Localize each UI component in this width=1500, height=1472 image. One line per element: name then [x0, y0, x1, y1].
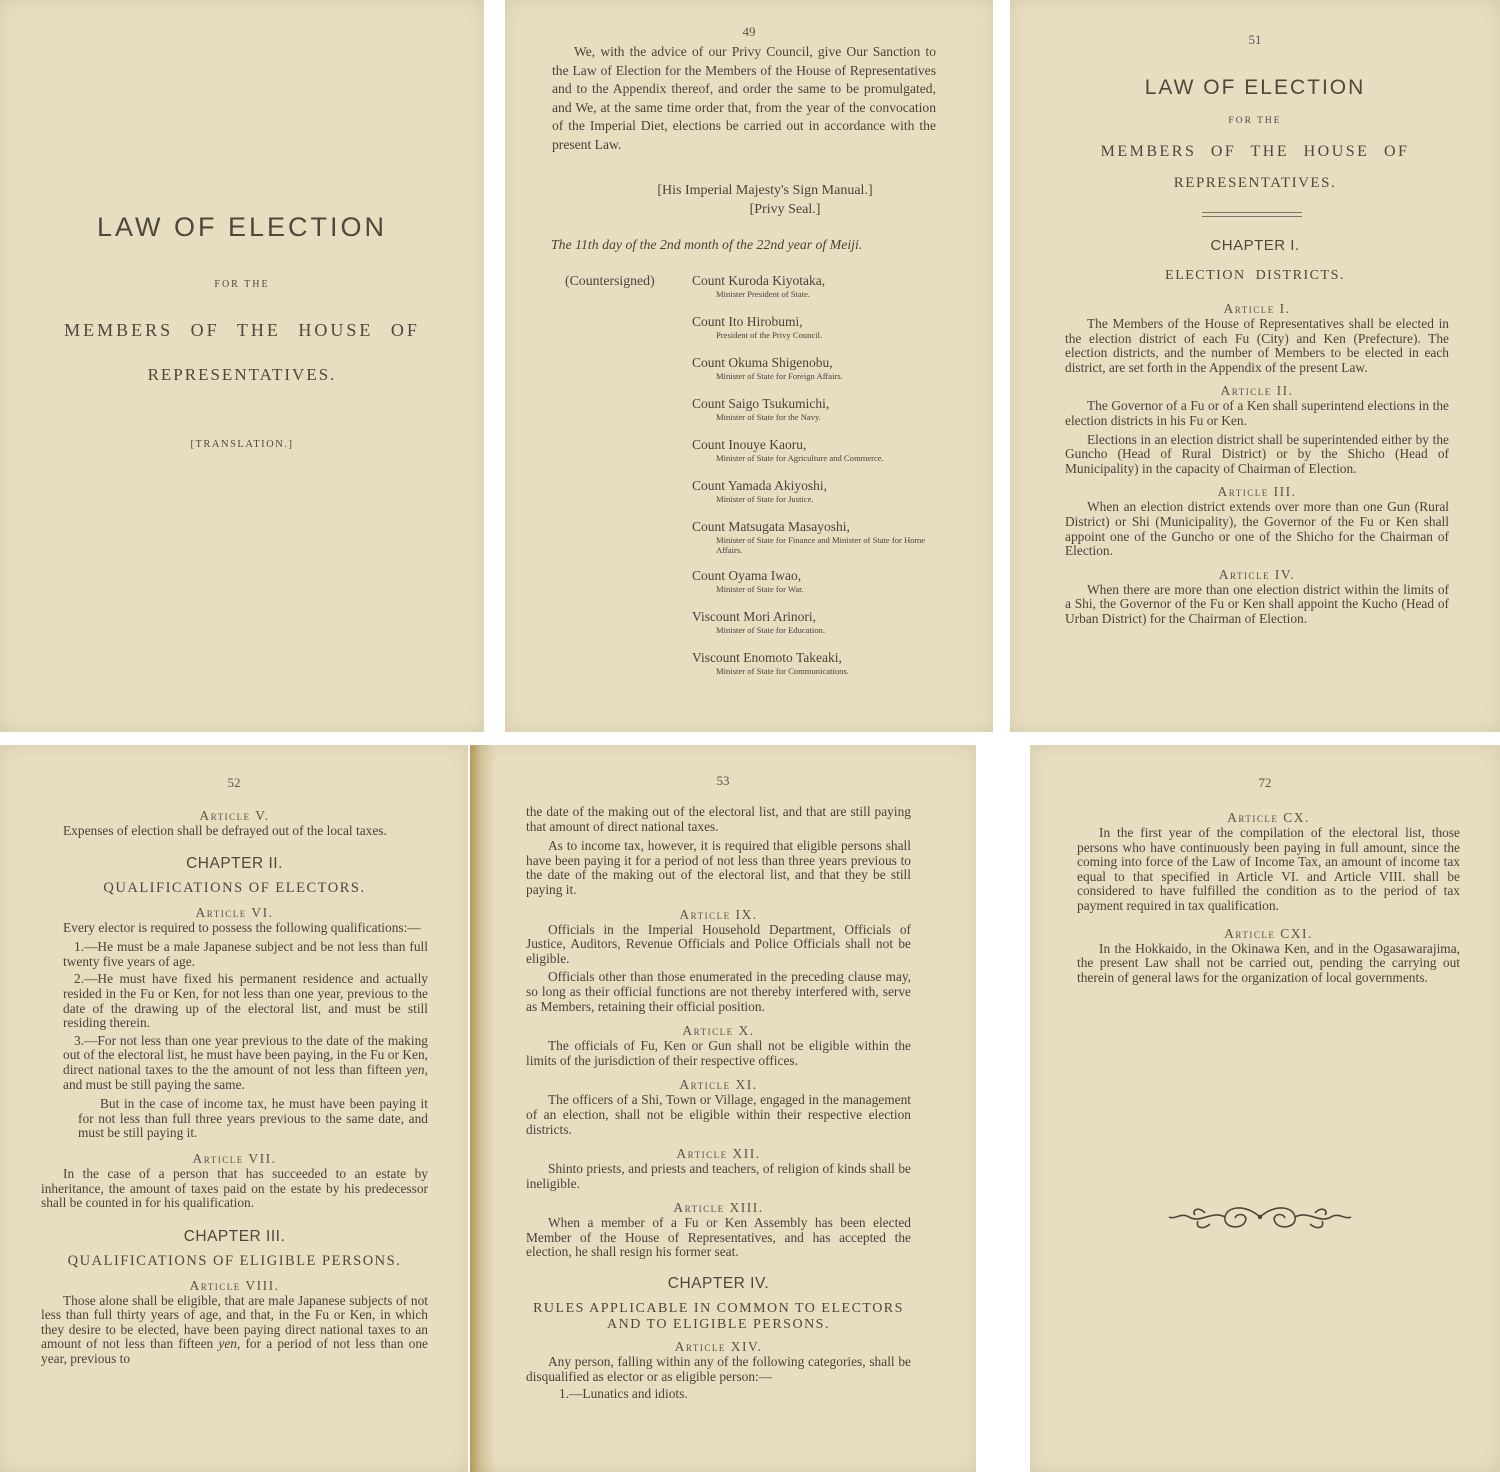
article-3-text: When an election district extends over more than one Gun (Rural District) or Shi (Municipality), the Governor of the Fu or Ken shall appoint one of the Guncho or one of the Shicho for the Chairman of Election. [1065, 499, 1449, 559]
article-111-text: In the Hokkaido, in the Okinawa Ken, and in the Ogasawarajima, the present Law shall not be carried out, pending the carrying out therein of general laws for the organization of local governments. [1077, 940, 1460, 985]
signatory-office: Minister of State for Education. [716, 625, 826, 635]
title-page-line2: MEMBERS OF THE HOUSE OF [64, 320, 420, 340]
signatory-office: Minister of State for Foreign Affairs. [716, 371, 843, 381]
article-12-text: Shinto priests, and priests and teachers, of religion of kinds shall be ineligible. [526, 1161, 911, 1191]
chapter-1-heading: CHAPTER I. [1210, 237, 1300, 254]
title-page-line3: REPRESENTATIVES. [147, 365, 337, 384]
title-page-translation: [TRANSLATION.] [190, 439, 294, 450]
article-2-text: The Governor of a Fu or of a Ken shall superintend elections in the election districts in his Fu or Ken. [1065, 398, 1449, 428]
article-2-heading: Article II. [1220, 383, 1294, 399]
signatory [692, 355, 942, 381]
privy-seal: [Privy Seal.] [749, 202, 821, 217]
article-11-text: The officers of a Shi, Town or Village, engaged in the management of an election, shall not be eligible within their respective election districts. [526, 1092, 911, 1137]
article-3-heading: Article III. [1217, 484, 1297, 500]
signatory-office: President of the Privy Council. [716, 330, 823, 340]
article-6-heading: Article VI. [195, 904, 274, 920]
article-13-text: When a member of a Fu or Ken Assembly has been elected Member of the House of Representatives, and has accepted the election, he shall resign his former seat. [526, 1215, 911, 1260]
signatory-name: Count Okuma Shigenobu, [692, 355, 833, 370]
page-53 [470, 745, 976, 1472]
yen-word: yen [406, 1061, 425, 1077]
article-1-heading: Article I. [1223, 301, 1291, 316]
signatory [692, 519, 942, 555]
title-rule [1202, 216, 1302, 217]
page-52-body [41, 808, 428, 1367]
article-5-text: Expenses of election shall be defrayed out of the local taxes. [63, 823, 387, 838]
signatory-office: Minister of State for the Navy. [716, 412, 821, 422]
article-4-text: When there are more than one election district within the limits of a Shi, the Governor of the Fu or Ken shall appoint the Kucho (Head of Urban District) for the Chairman of Election. [1065, 581, 1449, 626]
sign-manual: [His Imperial Majesty's Sign Manual.] [657, 183, 873, 198]
item-3-text: , and must be still paying the same. [63, 1061, 428, 1092]
date-line: The 11th day of the 2nd month of the 22nd year of Meiji. [551, 237, 863, 252]
page-51-line2: MEMBERS OF THE HOUSE OF [1100, 143, 1410, 160]
article-10-heading: Article X. [682, 1023, 755, 1039]
article-7-text: In the case of a person that has succeeded to an estate by inheritance, the amount of taxes paid on the estate by his predecessor shall be counted in for his qualification. [41, 1165, 428, 1211]
page-49 [505, 0, 993, 732]
signatory-office: Minister of State for Finance and Minister of State for Home Affairs. [716, 535, 926, 555]
signatory [692, 396, 942, 422]
chapter-2-title: QUALIFICATIONS OF ELECTORS. [103, 879, 366, 896]
page-51-line3: REPRESENTATIVES. [1173, 175, 1337, 191]
article-6-intro: Every elector is required to possess the following qualifications:— [63, 919, 421, 935]
countersigned-label: (Countersigned) [565, 273, 655, 288]
signatory-office: Minister of State for War. [716, 584, 804, 594]
page-52 [0, 745, 468, 1472]
signatory-name: Count Matsugata Masayoshi, [692, 519, 850, 534]
title-page [0, 0, 484, 732]
signatory-name: Count Ito Hirobumi, [692, 314, 803, 329]
page-51 [1010, 0, 1500, 732]
signatory-name: Count Kuroda Kiyotaka, [692, 273, 826, 288]
signatory-office: Minister of State for Justice. [716, 494, 814, 504]
article-1-text: The Members of the House of Representatives shall be elected in the election district of each Fu (City) and Ken (Prefecture). The election districts, and the number of Members to be elected in each district, are set forth in the Appendix of the present Law. [1065, 316, 1449, 375]
article-13-heading: Article XIII. [673, 1200, 764, 1216]
page-number: 72 [1258, 775, 1272, 790]
signatory [692, 650, 942, 676]
page-number: 49 [742, 24, 756, 39]
article-11-heading: Article XI. [679, 1077, 758, 1093]
article-110-text: In the first year of the compilation of the electoral list, those persons who have continuously been paying in full amount, since the coming into force of the Law of Income Tax, an amount of income tax equal to that specified in Article VI. and Article VIII. shall be considered to have fulfilled the condition as to the period of tax payment required in tax qualification. [1077, 825, 1460, 913]
article-2-text: Elections in an election district shall be superintended either by the Guncho (Head of Rural District) or by the Shicho (Head of Municipality) in the capacity of Chairman of Election. [1065, 431, 1449, 476]
page-72 [1030, 745, 1500, 1472]
signatory [692, 314, 942, 340]
signatory [692, 273, 942, 299]
article-8-heading: Article VIII. [189, 1277, 280, 1293]
title-page-for-the: FOR THE [214, 279, 270, 290]
page-number: 51 [1248, 32, 1262, 47]
title-rule [1202, 212, 1302, 213]
chapter-3-title: QUALIFICATIONS OF ELIGIBLE PERSONS. [67, 1252, 402, 1269]
page-51-body [1065, 301, 1449, 627]
signatory-office: Minister of State for Communications. [716, 666, 849, 676]
signatory-office: Minister President of State. [716, 289, 811, 299]
signatory-name: Viscount Enomoto Takeaki, [692, 650, 842, 665]
page-53-body [526, 805, 911, 1402]
article-14-item: 1.—Lunatics and idiots. [559, 1386, 688, 1402]
article-4-heading: Article IV. [1218, 566, 1296, 582]
signatory-name: Viscount Mori Arinori, [692, 609, 817, 624]
page-number: 53 [716, 773, 730, 788]
signatory [692, 437, 942, 463]
signatory [692, 568, 942, 594]
article-8-text [41, 1294, 428, 1367]
item-3-text: 3.—For not less than one year previous to the date of the making out of the electoral list, he must have been paying, in the Fu or Ken, direct national taxes to the the amount of not less than fifteen [63, 1032, 428, 1077]
article-111-heading: Article CXI. [1224, 925, 1313, 941]
continued-text: the date of the making out of the electoral list, and that are still paying that amount of direct national taxes. [526, 804, 911, 834]
article-8-text-b: , for a period of not less than one year, previous to [41, 1336, 428, 1367]
chapter-3-heading: CHAPTER III. [183, 1227, 286, 1245]
article-14-heading: Article XIV. [674, 1339, 763, 1355]
page-51-title: LAW OF ELECTION [1144, 76, 1366, 99]
chapter-2-heading: CHAPTER II. [186, 854, 283, 872]
page-51-for-the: FOR THE [1228, 116, 1282, 126]
chapter-4-title: RULES APPLICABLE IN COMMON TO ELECTORS [533, 1301, 904, 1317]
signatory-name: Count Yamada Akiyoshi, [692, 478, 828, 493]
preamble-paragraph: We, with the advice of our Privy Council, give Our Sanction to the Law of Election for the Members of the House of Representatives and to the Appendix thereof, and order the same to be promulgated, and We, at the same time order that, from the year of the convocation of the Imperial Diet, elections be carried out in accordance with the present Law. [552, 44, 936, 152]
article-110-heading: Article CX. [1227, 810, 1310, 825]
page-72-body [1077, 810, 1460, 985]
signatory [692, 609, 942, 635]
article-12-heading: Article XII. [676, 1146, 761, 1162]
article-9-text: Officials other than those enumerated in the preceding clause may, so long as their official functions are not thereby interfered with, serve as Members, retaining their official position. [526, 969, 911, 1014]
signatory-name: Count Saigo Tsukumichi, [692, 396, 830, 411]
article-9-text: Officials in the Imperial Household Department, Officials of Justice, Auditors, Revenue Officials and Police Officials shall not be eligible. [526, 921, 911, 966]
chapter-4-title: AND TO ELIGIBLE PERSONS. [607, 1317, 830, 1333]
chapter-4-heading: CHAPTER IV. [667, 1275, 770, 1293]
signatory-name: Count Oyama Iwao, [692, 568, 802, 583]
income-tax-clause: As to income tax, however, it is required that eligible persons shall have been paying it for a period of not less than three years previous to the date of the making out of the electoral list, and that they be still paying it. [526, 838, 911, 897]
signatory [692, 478, 942, 504]
article-7-heading: Article VII. [192, 1150, 277, 1166]
article-6-item [41, 1034, 428, 1092]
page-number: 52 [227, 775, 241, 790]
yen-word: yen [218, 1336, 237, 1352]
signatory-name: Count Inouye Kaoru, [692, 437, 807, 452]
ornament-flourish-icon [1165, 1200, 1355, 1234]
title-page-title: LAW OF ELECTION [96, 212, 388, 242]
article-6-item: 2.—He must have fixed his permanent residence and actually resided in the Fu or Ken, for not less than one year, previous to the date of the drawing up of the electoral list, and must be still residing therein. [63, 971, 428, 1031]
article-8-text-a: Those alone shall be eligible, that are male Japanese subjects of not less than full thirty years of age, and that, in the Fu or Ken, in which they desire to be elected, have been paying direct national taxes to an amount of not less than fifteen [41, 1292, 428, 1352]
article-14-text: Any person, falling within any of the following categories, shall be disqualified as elector or as eligible person:— [526, 1354, 911, 1384]
signatory-office: Minister of State for Agriculture and Commerce. [716, 453, 884, 463]
article-9-heading: Article IX. [679, 906, 758, 922]
article-10-text: The officials of Fu, Ken or Gun shall not be eligible within the limits of the jurisdiction of their respective offices. [526, 1038, 911, 1068]
chapter-1-title: ELECTION DISTRICTS. [1165, 268, 1345, 283]
article-5-heading: Article V. [199, 808, 270, 823]
article-6-income-clause: But in the case of income tax, he must have been paying it for not less than full three years previous to the same date, and must be still paying it. [78, 1096, 428, 1141]
article-6-item: 1.—He must be a male Japanese subject and be not less than full twenty five years of age. [63, 939, 428, 969]
